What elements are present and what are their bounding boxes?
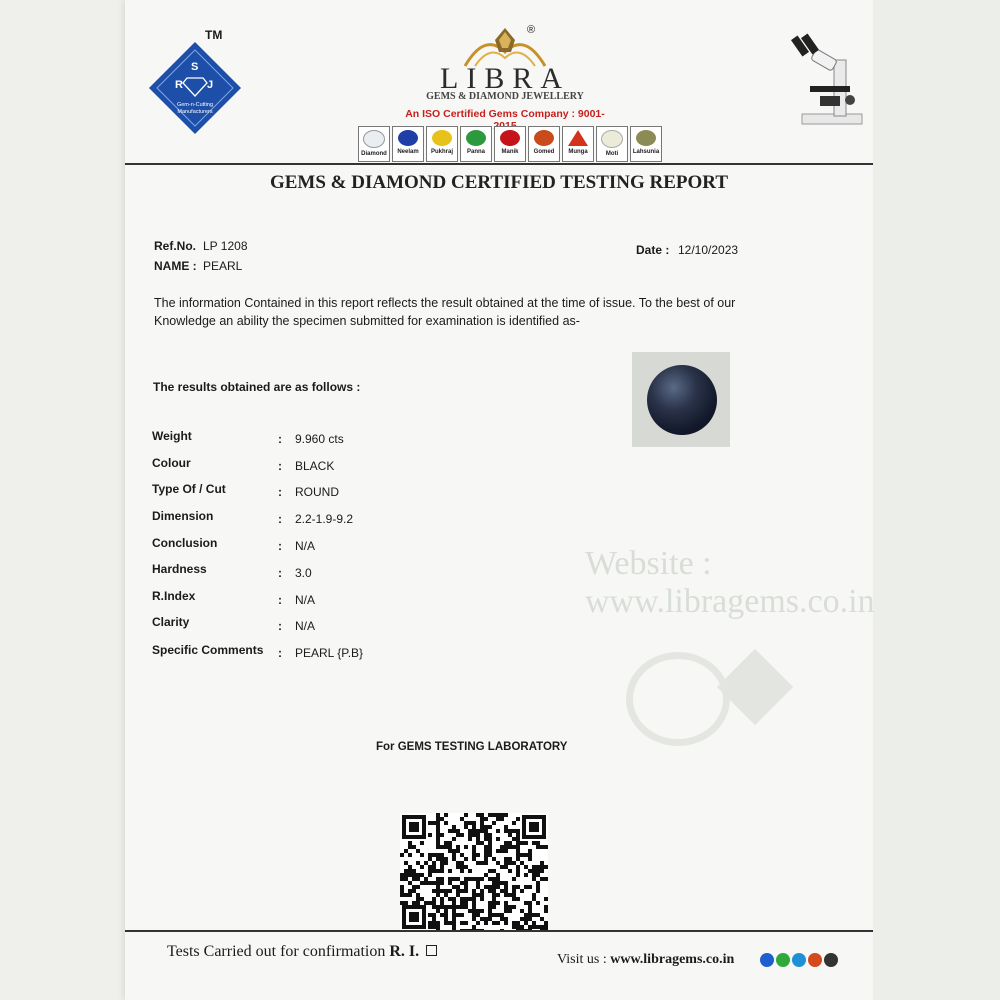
for-lab-signature: For GEMS TESTING LABORATORY [376,741,568,753]
row-colon: : [278,539,282,553]
row-colon: : [278,566,282,580]
row-value: ROUND [295,485,339,499]
brand-subtitle: GEMS & DIAMOND JEWELLERY [426,91,584,102]
gem-lahsunia: Lahsunia [630,126,662,162]
row-colon: : [278,459,282,473]
visit-label: Visit us : [557,952,607,967]
row-label: Conclusion [152,536,218,550]
right-margin [873,0,1000,1000]
brand-name: LIBRA [440,62,570,95]
visit-website [557,952,734,968]
trademark-mark: TM [205,28,223,42]
footer-divider [125,930,873,932]
row-value: 2.2-1.9-9.2 [295,512,354,526]
report-info-text: The information Contained in this report reflects the result obtained at the time of issue. To the best of our Knowledge an ability the specimen submitted for examination is identified as- [154,296,736,328]
row-value: BLACK [295,459,335,473]
website-watermark: Website : www.libragems.co.in [585,545,875,620]
iso-certification: An ISO Certified Gems Company : 9001- [405,108,605,120]
qr-code[interactable] [400,813,548,931]
row-value: N/A [295,593,316,607]
name-label: NAME : [154,259,197,273]
row-label: Weight [152,429,192,443]
row-colon: : [278,619,282,633]
registered-mark: ® [527,24,536,36]
name-value: PEARL [203,259,243,273]
srj-letter-r: R [175,79,183,91]
gem-moti: Moti [596,126,628,162]
gem-neelam: Neelam [392,126,424,162]
row-colon: : [278,432,282,446]
row-value: PEARL {P.B} [295,646,364,660]
row-colon: : [278,593,282,607]
srj-logo [147,40,243,136]
gem-gomed: Gomed [528,126,560,162]
header-divider [125,163,873,165]
ref-label: Ref.No. [154,239,196,253]
srj-caption-2: Manufacturers [177,109,213,115]
pearl-image [647,365,717,435]
srj-letter-s: S [191,61,199,73]
row-label: Clarity [152,615,190,629]
twitter-icon[interactable] [792,953,806,967]
row-label: Dimension [152,509,214,523]
left-margin [0,0,125,1000]
whatsapp-icon[interactable] [776,953,790,967]
tests-text: Tests Carried out for confirmation [167,943,386,960]
row-colon: : [278,485,282,499]
tests-confirmation [167,943,437,961]
row-label: Colour [152,456,191,470]
srj-caption-1: Gem-n-Cutting [176,102,214,108]
faint-seal-ring [626,652,730,746]
microscope-icon [790,30,870,130]
gem-diamond: Diamond [358,126,390,162]
row-label: Hardness [152,562,207,576]
checkbox-icon [426,945,437,956]
website-link[interactable]: www.libragems.co.in [610,952,735,967]
results-heading: The results obtained are as follows : [153,380,361,394]
row-value: N/A [295,539,316,553]
tests-ri: R. I. [389,943,420,960]
row-value: N/A [295,619,316,633]
social-icons [760,953,838,967]
gem-strip [358,126,662,162]
row-label: Type Of / Cut [152,482,226,496]
gem-pukhraj: Pukhraj [426,126,458,162]
row-value: 3.0 [295,566,312,580]
row-value: 9.960 cts [295,432,344,446]
srj-letter-j: J [207,79,214,91]
instagram-icon[interactable] [824,953,838,967]
gem-panna: Panna [460,126,492,162]
specimen-photo [632,352,730,447]
gem-munga: Munga [562,126,594,162]
row-colon: : [278,646,282,660]
gem-manik: Manik [494,126,526,162]
ref-value: LP 1208 [203,239,248,253]
row-colon: : [278,512,282,526]
report-title: GEMS & DIAMOND CERTIFIED TESTING REPORT [269,172,729,193]
date-value: 12/10/2023 [678,243,739,257]
youtube-icon[interactable] [808,953,822,967]
row-label: R.Index [152,589,196,603]
date-label: Date : [636,243,670,257]
row-label: Specific Comments [152,643,264,657]
facebook-icon[interactable] [760,953,774,967]
